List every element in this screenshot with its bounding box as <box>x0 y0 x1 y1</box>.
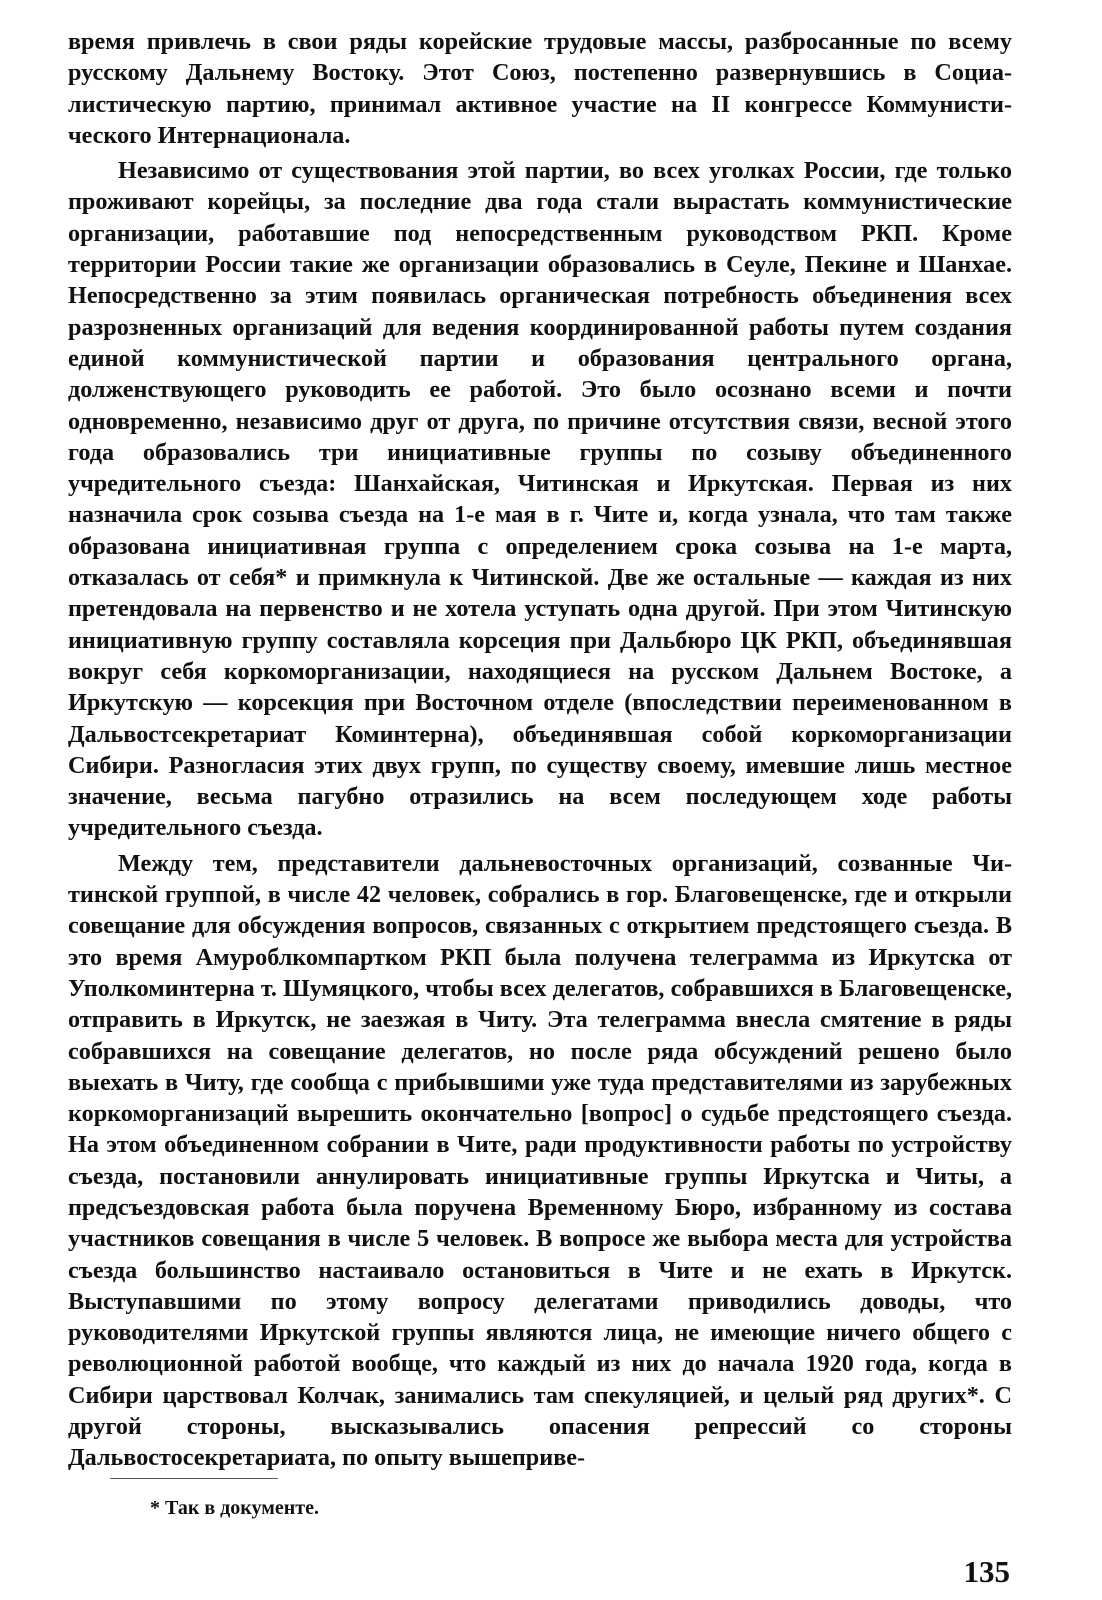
body-text <box>68 26 1012 1474</box>
document-page <box>68 26 1012 1589</box>
footnote-divider <box>110 1478 278 1479</box>
paragraph-2: Независимо от существования этой партии, во всех уголках России, где только проживают корейцы, за последние два года стали вырастать коммунистические организации, работавшие под непосредственным руководством РКП. Кроме территории России такие же организации образовались в Сеуле, Пекине и Шанхае. Непосредственно за этим появилась органическая потребность объединения всех разрозненных организаций для ведения координированной работы путем создания единой коммунистической партии и образования центрального органа, долженствующего руководить ее работой. Это было осознано всеми и почти одновременно, независимо друг от друга, по причине отсутствия связи, весной этого года образовались три инициативные группы по созыву объединенного учредительного съезда: Шанхайская, Читинская и Иркутская. Первая из них назначила срок созыва съезда на 1-е мая в г. Чите и, когда узнала, что там также образована инициативная группа с определением срока созыва на 1-е марта, отказалась от себя* и примкнула к Читинской. Две же остальные — каждая из них претендовала на первенство и не хотела уступать одна другой. При этом Читинскую инициативную группу составляла корсеция при Дальбюро ЦК РКП, объединявшая вокруг себя коркоморганизации, находящиеся на русском Дальнем Востоке, а Иркутскую — корсекция при Восточном отделе (впоследствии переименованном в Дальвостсекретариат Коминтерна), объединявшая собой коркоморганизации Сибири. Разногласия этих двух групп, по существу своему, имевшие лишь местное значение, весьма пагубно отразились на всем последующем ходе работы учредительного съезда. <box>68 157 1012 842</box>
paragraph-1: время привлечь в свои ряды корейские трудовые массы, разбросанные по всему русскому Дальнему Востоку. Этот Союз, постепенно развернувшись в Социалистическую партию, принимал активное участие на II конгрессе Коммунистического Интернационала. <box>68 28 1012 149</box>
footnote: * Так в документе. <box>150 1497 319 1519</box>
page-number: 135 <box>963 1554 1010 1589</box>
paragraph-3: Между тем, представители дальневосточных организаций, созванные Читинской группой, в числе 42 человек, собрались в гор. Благовещенске, где и открыли совещание для обсуждения вопросов, связанных с открытием предстоящего съезда. В это время Амуроблкомпартком РКП была получена телеграмма из Иркутска от Уполкоминтерна т. Шумяцкого, чтобы всех делегатов, собравшихся в Благовещенске, отправить в Иркутск, не заезжая в Читу. Эта телеграмма внесла смятение в ряды собравшихся на совещание делегатов, но после ряда обсуждений решено было выехать в Читу, где сообща с прибывшими уже туда представителями из зарубежных коркоморганизаций вырешить окончательно [вопрос] о судьбе предстоящего съезда. На этом объединенном собрании в Чите, ради продуктивности работы по устройству съезда, постановили аннулировать инициативные группы Иркутска и Читы, а предсъездовская работа была поручена Временному Бюро, избранному из состава участников совещания в числе 5 человек. В вопросе же выбора места для устройства съезда большинство настаивало остановиться в Чите и не ехать в Иркутск. Выступавшими по этому вопросу делегатами приводились доводы, что руководителями Иркутской группы являются лица, не имеющие ничего общего с революционной работой вообще, что каждый из них до начала 1920 года, когда в Сибири царствовал Колчак, занимались там спекуляцией, и целый ряд других*. С другой стороны, высказывались опасения репрессий со стороны Дальвостосекретариата, по опыту вышеприве- <box>68 849 1012 1472</box>
